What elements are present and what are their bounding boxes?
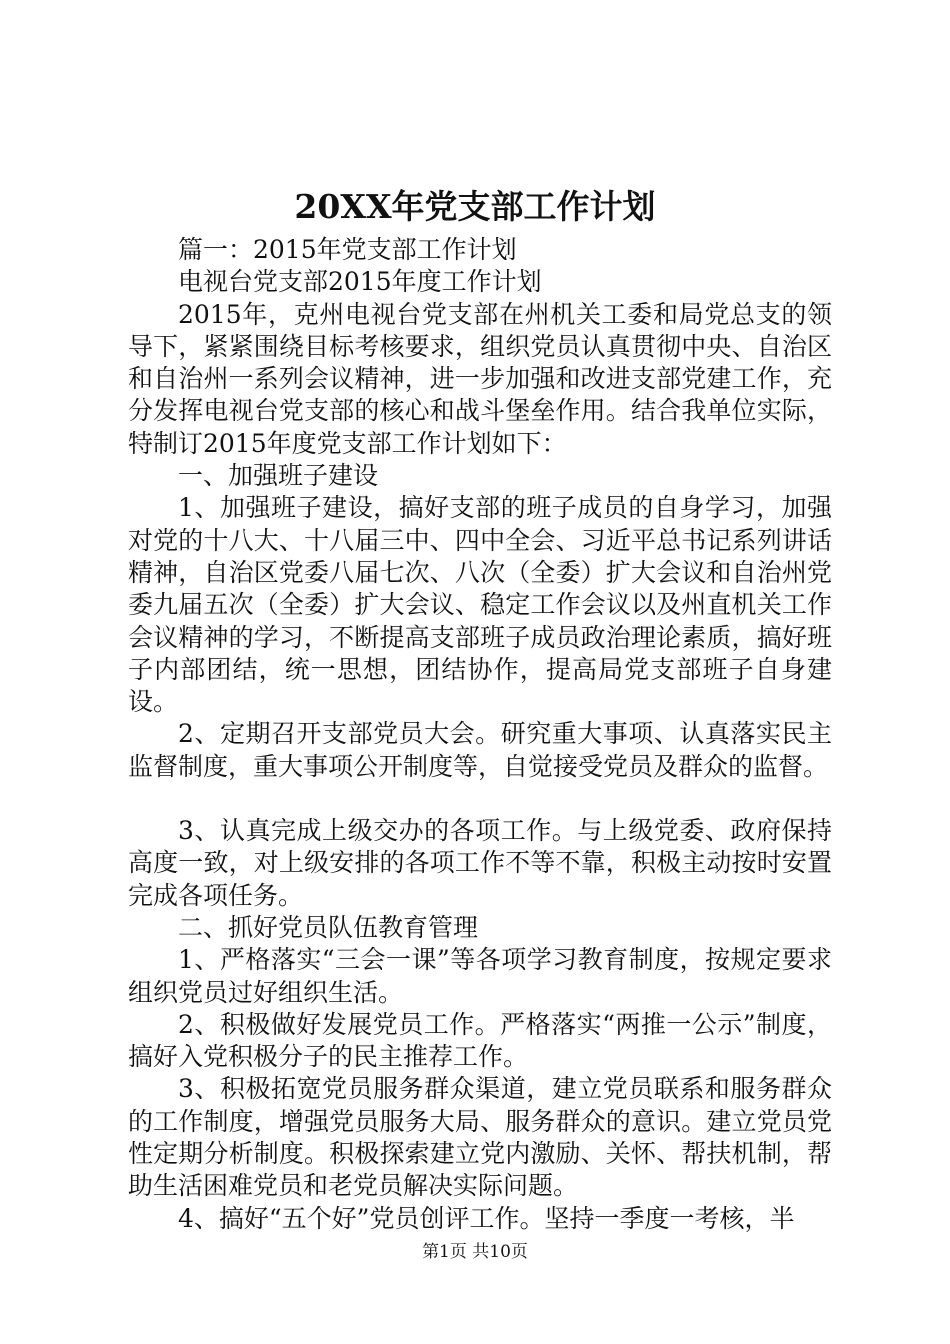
- paragraph-intro: 2015年，克州电视台党支部在州机关工委和局党总支的领导下，紧紧围绕目标考核要求，组织党员认真贯彻中央、自治区和自治州一系列会议精神，进一步加强和改进支部党建工作，充分发挥电视台党支部的核心和战斗堡垒作用。结合我单位实际，特制订2015年度党支部工作计划如下：: [128, 299, 832, 458]
- paragraph-2-4: 4、搞好“五个好”党员创评工作。坚持一季度一考核，半: [178, 1203, 795, 1233]
- paragraph-1-2: 2、定期召开支部党员大会。研究重大事项、认真落实民主监督制度，重大事项公开制度等，自觉接受党员及群众的监督。: [128, 719, 832, 781]
- paragraph-1-3: 3、认真完成上级交办的各项工作。与上级党委、政府保持高度一致，对上级安排的各项工作不等不靠，积极主动按时安置完成各项任务。: [128, 816, 832, 910]
- paragraph-2-2: 2、积极做好发展党员工作。严格落实“两推一公示”制度，搞好入党积极分子的民主推荐工作。: [128, 1009, 832, 1072]
- paragraph-2-3: 3、积极拓宽党员服务群众渠道，建立党员联系和服务群众的工作制度，增强党员服务大局、服务群众的意识。建立党员党性定期分析制度。积极探索建立党内激励、关怀、帮扶机制，帮助生活困难党员和老党员解决实际问题。: [128, 1074, 832, 1201]
- page-footer: 第1页 共10页: [422, 1242, 528, 1262]
- paragraph-1-1: 1、加强班子建设，搞好支部的班子成员的自身学习，加强对党的十八大、十八届三中、四中全会、习近平总书记系列讲话精神，自治区党委八届七次、八次（全委）扩大会议和自治州党委九届五次（全委）扩大会议、稳定工作会议以及州直机关工作会议精神的学习，不断提高支部班子成员政治理论素质，搞好班子内部团结，统一思想，团结协作，提高局党支部班子自身建设。: [128, 493, 832, 717]
- document-title: 20XX年党支部工作计划: [294, 187, 656, 226]
- paragraph-2-1: 1、严格落实“三会一课”等各项学习教育制度，按规定要求组织党员过好组织生活。: [128, 945, 832, 1007]
- paragraph-chapter-heading: 篇一：2015年党支部工作计划: [178, 235, 517, 264]
- section-heading-1: 一、加强班子建设: [178, 461, 379, 491]
- paragraph-plan-title: 电视台党支部2015年度工作计划: [178, 267, 542, 297]
- document-body: [128, 234, 832, 1235]
- section-heading-2: 二、抓好党员队伍教育管理: [178, 912, 479, 942]
